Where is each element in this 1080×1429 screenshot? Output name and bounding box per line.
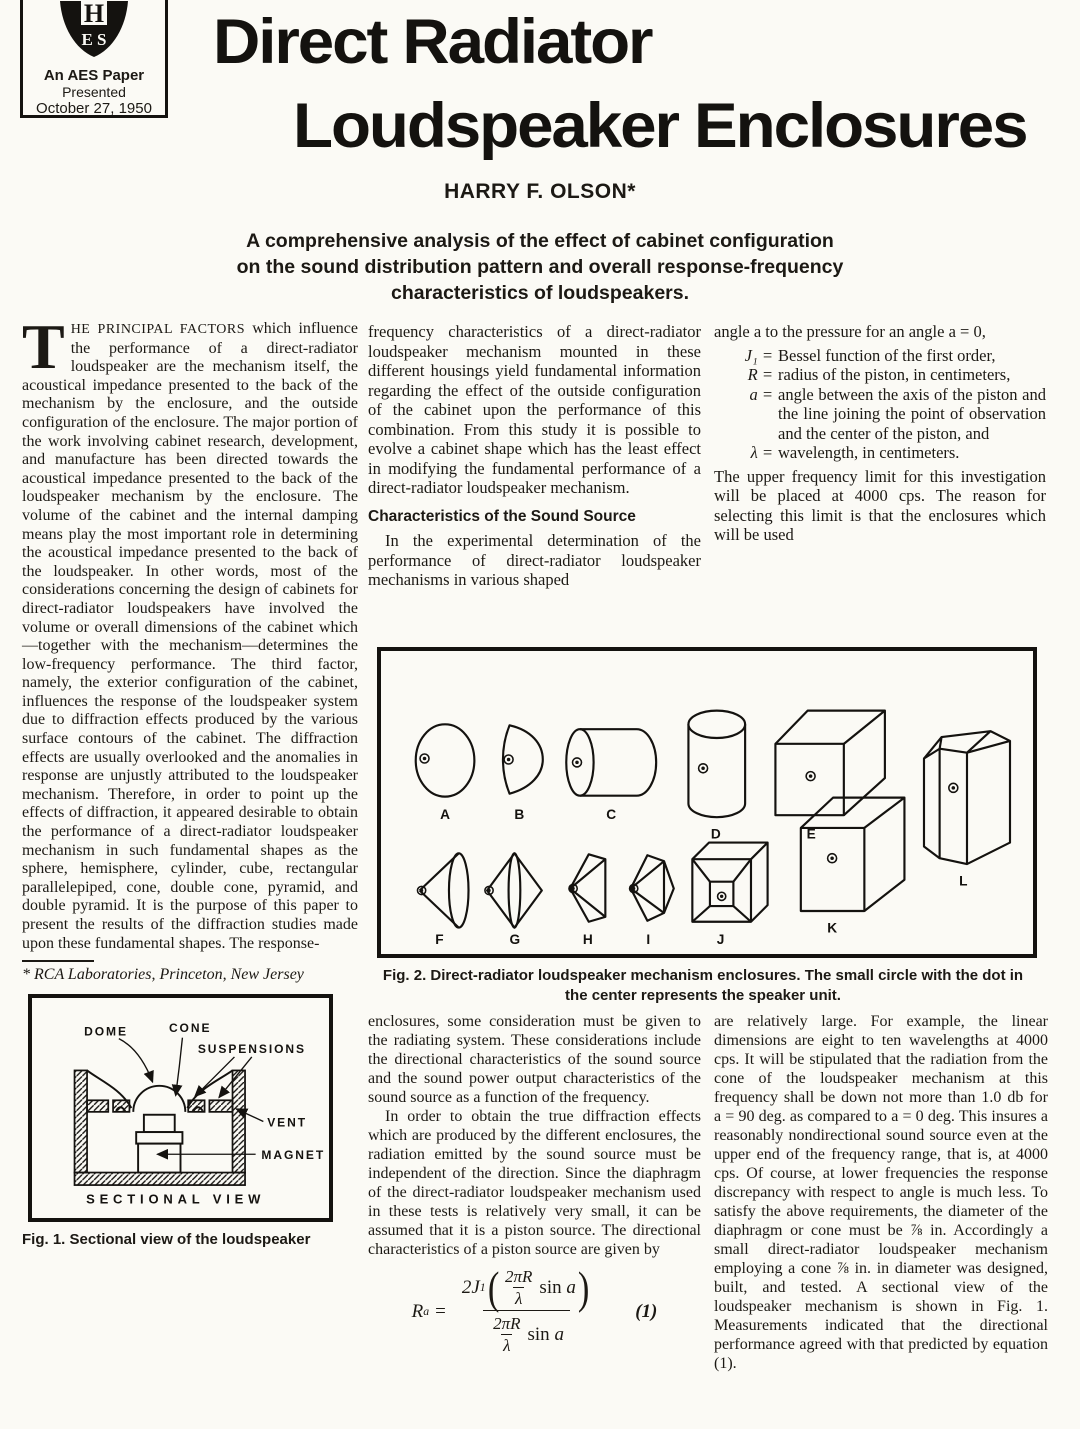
fig2-label-f: F [435, 932, 444, 948]
fig2-label-i: I [646, 932, 651, 948]
eq-r-sub: a [423, 1304, 430, 1318]
definition-r [714, 365, 1046, 385]
eq-frac1-den: λ [515, 1289, 523, 1308]
fig2-shape-large-box [801, 798, 905, 911]
eq-sin-2: sin a [527, 1324, 564, 1345]
fig2-shape-cone [417, 853, 468, 927]
paper-title-line1: Direct Radiator [213, 7, 652, 77]
fig2-shape-cylinder-horizontal [566, 729, 656, 795]
label-dome: DOME [84, 1024, 128, 1039]
equation-denominator [483, 1310, 570, 1355]
definition-text: wavelength, in centimeters. [778, 443, 960, 462]
definition-lambda [714, 443, 1046, 463]
fig2-label-d: D [710, 826, 721, 842]
cone-arrow [176, 1038, 183, 1096]
fig2-shape-cube-recessed [692, 843, 767, 922]
fig2-label-h: H [582, 932, 593, 948]
col2-paragraph-2: In the experimental determination of the performance of direct-radiator loudspeaker mechanisms in various shaped [368, 531, 701, 589]
figure-1 [28, 994, 333, 1222]
col2-paragraph-3: enclosures, some consideration must be given to the radiating system. These considerations include the directional characteristics of the sound source and the sound power output characteristics of the sound source as a function of the frequency. [368, 1013, 701, 1106]
dome-shape [133, 1086, 185, 1112]
fig2-shape-double-pyramid [630, 855, 674, 920]
fig2-shape-sphere [416, 724, 475, 796]
col1-paragraph-text: which influence the performance of a direct-radiator loudspeaker are the mechanism itself, the acoustical impedance presented to the back of the mechanism by the enclosure, and the outside configuration of the enclosure. The major portion of the work involving cabinet research, development, and manufacture has been directed towards the acoustical impedance presented to the back of the loudspeaker mechanism by the enclosure. The volume of the cabinet and the internal damping means play the most important role in determining the acoustical impedance presented to the back of the loudspeaker. In other words, most of the considerations concerning the design of cabinets for direct-radiator loudspeakers have involved the volume or overall dimensions of the cabinet which—together with the mechanism—determines the low-frequency performance. The third factor, namely, the exterior configuration of the cabinet, influences the response of the loudspeaker system due to diffraction effects produced by the various surface contours of the cabinet. The diffraction effects are usually overlooked and the anomalies in response are unjustly attributed to the loudspeaker mechanism. Therefore, in order to point up the effects of diffraction, it appeared desirable to obtain the performance of a direct-radiator loudspeaker mechanism in such fundamental shapes as the sphere, hemisphere, cylinder, cube, rectangular parallelepiped, cone, double cone, pyramid, and double pyramid. It is the purpose of this paper to present the results of the diffraction studies made upon these fundamental shapes. The response- [22, 320, 358, 952]
fig2-shape-beveled-box [924, 731, 1010, 864]
fig2-shape-pyramid [569, 854, 605, 921]
fig2-shape-double-cone [485, 853, 542, 927]
footnote-rule [22, 960, 94, 962]
column-2-bottom [368, 1012, 701, 1355]
column-1 [22, 311, 358, 1250]
column-3-bottom [714, 1012, 1048, 1373]
equation-inner-fraction-1 [503, 1267, 534, 1308]
label-suspensions: SUSPENSIONS [197, 1042, 306, 1057]
equation-numerator: 2J 1 ( $\frac{2\pi R}{\lambda}$ sin a ) [461, 1261, 590, 1313]
col2-paragraph-4: In order to obtain the true diffraction effects which are produced by the different enclosures, the radiation emitted by the sound source must be independent of the direction. Since the diaphragm of the direct-radiator loudspeaker mechanism used in these tests is relatively very small, it can be assumed that it is a piston source. The directional characteristics of a piston source are given by [368, 1108, 701, 1258]
badge-line-3: October 27, 1950 [36, 100, 152, 117]
eq-r: R [411, 1300, 424, 1322]
definition-j1 [714, 346, 1046, 366]
aes-logo-es: E S [81, 30, 107, 49]
fig2-shape-cylinder-vertical [688, 711, 745, 818]
equation-inner-fraction-2 [491, 1314, 522, 1355]
footnote-affiliation: * RCA Laboratories, Princeton, New Jersey [22, 966, 304, 984]
eq-frac2-den: λ [503, 1336, 511, 1355]
col3-paragraph-after-figure: are relatively large. For example, the linear dimensions are eight to ten wavelengths at 4000 cps. It will be stipulated that the radiation from the cone of the loudspeaker mechanism at this frequency shall be down not more than 1.0 db for a = 90 deg. as compared to a = 0 deg. This insures a reasonably nondirectional sound source even at the upper end of the frequency range, that is, at 4000 cps. Of course, at lower frequencies the response discrepancy with respect to angle is much less. To satisfy the above requirements, the diameter of the diaphragm or cone must be ⅞ in. Accordingly a small direct-radiator loudspeaker mechanism employing a cone ⅞ in. in diameter was designed, built, and tested. A sectional view of the loudspeaker mechanism is shown in Fig. 1. Measurements indicated that the directional performance agreed with that predicted by equation (1). [714, 1013, 1048, 1372]
definition-term: J₁ = [744, 345, 773, 365]
fig2-label-k: K [827, 920, 838, 936]
magnet-flange [136, 1132, 182, 1144]
magnet-top [144, 1115, 175, 1132]
paper-abstract [200, 228, 880, 306]
eq-equals: = [435, 1300, 446, 1322]
definition-term: R = [747, 365, 773, 384]
col3-lead: angle a to the pressure for an angle a = 0, [714, 322, 986, 341]
equation-main-fraction [456, 1261, 597, 1355]
aes-badge [20, 0, 168, 118]
equation-number: (1) [635, 1300, 658, 1322]
fig2-label-e: E [806, 826, 816, 842]
aes-logo-icon [48, 1, 140, 65]
eq-frac2-num: 2πR [493, 1314, 521, 1333]
label-magnet: MAGNET [261, 1148, 325, 1163]
figure-2-caption [368, 966, 1038, 1006]
fig2-shape-hemisphere [503, 725, 543, 793]
fig2-label-a: A [440, 807, 451, 823]
abstract-line: A comprehensive analysis of the effect of cabinet configuration [246, 230, 834, 252]
figure-2 [377, 647, 1037, 958]
eq-sin-1: sin a [539, 1277, 576, 1298]
lead-smallcaps: HE PRINCIPAL FACTORS [70, 322, 245, 337]
symbol-definitions [714, 346, 1046, 463]
paper-author: HARRY F. OLSON* [444, 180, 636, 203]
label-vent: VENT [267, 1115, 307, 1130]
definition-term: a = [749, 384, 773, 404]
eq-coef-sub: 1 [479, 1281, 486, 1294]
dome-arrow [119, 1039, 153, 1082]
magnet-body [138, 1144, 180, 1173]
figure-2-caption-line1: Fig. 2. Direct-radiator loudspeaker mechanism enclosures. The small circle with the dot in [382, 967, 1024, 984]
badge-line-1: An AES Paper [43, 67, 145, 84]
definition-text: radius of the piston, in centimeters, [778, 365, 1011, 384]
fig2-label-c: C [606, 807, 617, 823]
paper-title-line2: Loudspeaker Enclosures [293, 91, 1027, 161]
definition-text: angle between the axis of the piston and the line joining the point of observation and the center of the piston, and [778, 384, 1046, 443]
enclosure-shapes-diagram [381, 651, 1033, 954]
fig2-label-j: J [716, 932, 725, 948]
section-heading-sound-source: Characteristics of the Sound Source [368, 507, 636, 525]
column-3-top [714, 322, 1046, 545]
fig2-label-l: L [959, 873, 968, 889]
abstract-line: characteristics of loudspeakers. [390, 282, 690, 304]
label-cone: CONE [168, 1021, 212, 1036]
definition-text: Bessel function of the first order, [778, 345, 996, 365]
column-2-top [368, 322, 701, 590]
figure-2-caption-line2: the center represents the speaker unit. [565, 987, 841, 1004]
definition-term: λ = [750, 443, 773, 462]
fig2-label-g: G [509, 932, 521, 948]
loudspeaker-sectional-diagram [36, 1002, 325, 1214]
suspension-arrow-1 [195, 1057, 234, 1096]
eq-coef: 2J [461, 1277, 480, 1298]
dropcap-t: T [22, 311, 65, 382]
figure-1-caption: Fig. 1. Sectional view of the loudspeaker [22, 1231, 311, 1249]
fig2-label-b: B [514, 807, 525, 823]
abstract-line: on the sound distribution pattern and overall response-frequency [236, 256, 844, 278]
equation-1 [368, 1261, 701, 1355]
definition-alpha [714, 385, 1046, 444]
col1-paragraph [22, 311, 358, 953]
col3-paragraph-upper-limit: The upper frequency limit for this investigation will be placed at 4000 cps. The reason for selecting this limit is that the enclosures which will be used [714, 466, 1046, 544]
equation-lhs [412, 1302, 452, 1321]
badge-line-2: Presented [62, 84, 126, 100]
eq-frac1-num: 2πR [505, 1267, 533, 1286]
col2-paragraph-1: frequency characteristics of a direct-radiator loudspeaker mechanism mounted in these different housings yield fundamental information regarding the effect of the outside configuration of the cabinet upon the performance of this combination. From this study it is possible to evolve a cabinet shape which has the least effect in modifying the fundamental performance of a direct-radiator loudspeaker mechanism. [368, 322, 701, 497]
label-sectional-view: SECTIONAL VIEW [86, 1191, 266, 1207]
aes-logo-h: H [83, 1, 105, 28]
